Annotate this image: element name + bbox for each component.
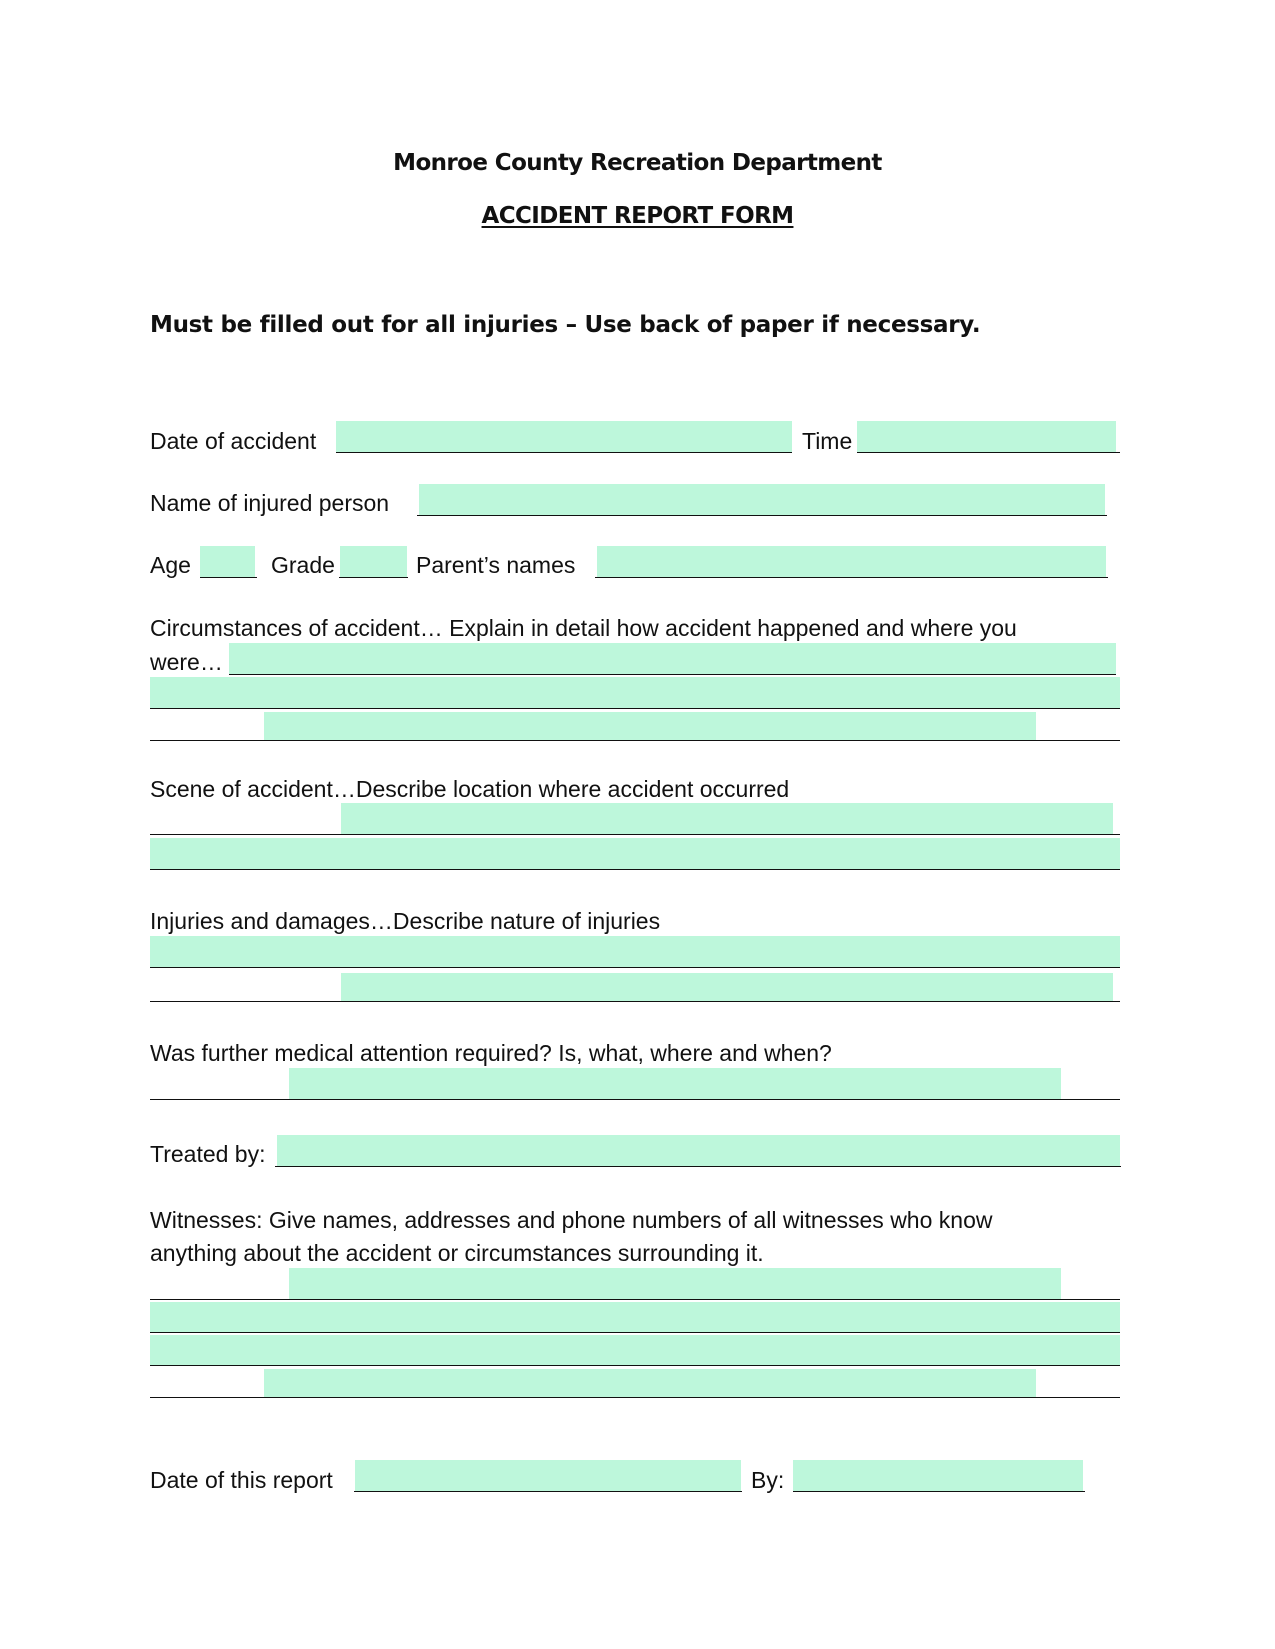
injuries-field-2[interactable] [341,973,1113,1001]
by-line [793,1491,1085,1492]
injured-name-line [417,515,1107,516]
circumstances-field-3[interactable] [264,712,1036,740]
treated-by-label: Treated by: [150,1141,266,1167]
time-line [857,452,1120,453]
injured-name-field[interactable] [419,484,1105,515]
date-of-accident-field[interactable] [336,421,792,452]
witnesses-line-4 [150,1397,1120,1398]
witnesses-label-cont: anything about the accident or circumstances surrounding it. [150,1240,764,1266]
parents-names-line [595,577,1108,578]
medical-attention-line [150,1099,1120,1100]
grade-line [339,577,408,578]
grade-field[interactable] [340,546,407,577]
by-label: By: [751,1467,785,1493]
parents-names-label: Parent’s names [416,552,576,578]
circumstances-field-2[interactable] [150,677,1120,708]
injuries-line-2 [150,1001,1120,1002]
witnesses-field-2[interactable] [150,1302,1120,1332]
witnesses-line-1 [150,1299,1120,1300]
witnesses-field-4[interactable] [264,1369,1036,1397]
report-date-line [354,1491,742,1492]
medical-attention-field[interactable] [289,1068,1061,1099]
age-field[interactable] [200,546,255,577]
injured-name-label: Name of injured person [150,490,390,516]
scene-field-1[interactable] [341,803,1113,834]
injuries-label: Injuries and damages…Describe nature of injuries [150,908,661,934]
report-date-label: Date of this report [150,1467,333,1493]
circumstances-label: Circumstances of accident… Explain in detail how accident happened and where you [150,615,1017,641]
medical-attention-label: Was further medical attention required? Is, what, where and when? [150,1040,832,1066]
report-date-field[interactable] [355,1460,741,1491]
circumstances-label-cont: were… [150,649,223,675]
scene-label: Scene of accident…Describe location where accident occurred [150,776,790,802]
circumstances-line-2 [150,708,1120,709]
parents-names-field[interactable] [597,546,1106,577]
witnesses-label: Witnesses: Give names, addresses and phone numbers of all witnesses who know [150,1207,993,1233]
circumstances-field-1[interactable] [229,643,1116,674]
scene-line-2 [150,869,1120,870]
treated-by-field[interactable] [277,1135,1120,1166]
department-title: Monroe County Recreation Department [393,150,882,176]
circumstances-line-3 [150,740,1120,741]
injuries-line-1 [150,967,1120,968]
witnesses-line-3 [150,1365,1120,1366]
age-line [200,577,257,578]
witnesses-line-2 [150,1332,1120,1333]
grade-label: Grade [271,552,335,578]
circumstances-line-1 [229,674,1116,675]
treated-by-line [275,1166,1121,1167]
time-field[interactable] [857,421,1116,452]
scene-field-2[interactable] [150,838,1120,869]
witnesses-field-3[interactable] [150,1335,1120,1365]
witnesses-field-1[interactable] [289,1268,1061,1299]
time-label: Time [802,428,853,454]
date-of-accident-label: Date of accident [150,428,317,454]
date-of-accident-line [336,452,792,453]
form-title: ACCIDENT REPORT FORM [481,203,794,229]
instructions: Must be filled out for all injuries – Use back of paper if necessary. [150,312,981,338]
by-field[interactable] [793,1460,1083,1491]
injuries-field-1[interactable] [150,936,1120,967]
scene-line-1 [150,834,1120,835]
age-label: Age [150,552,191,578]
